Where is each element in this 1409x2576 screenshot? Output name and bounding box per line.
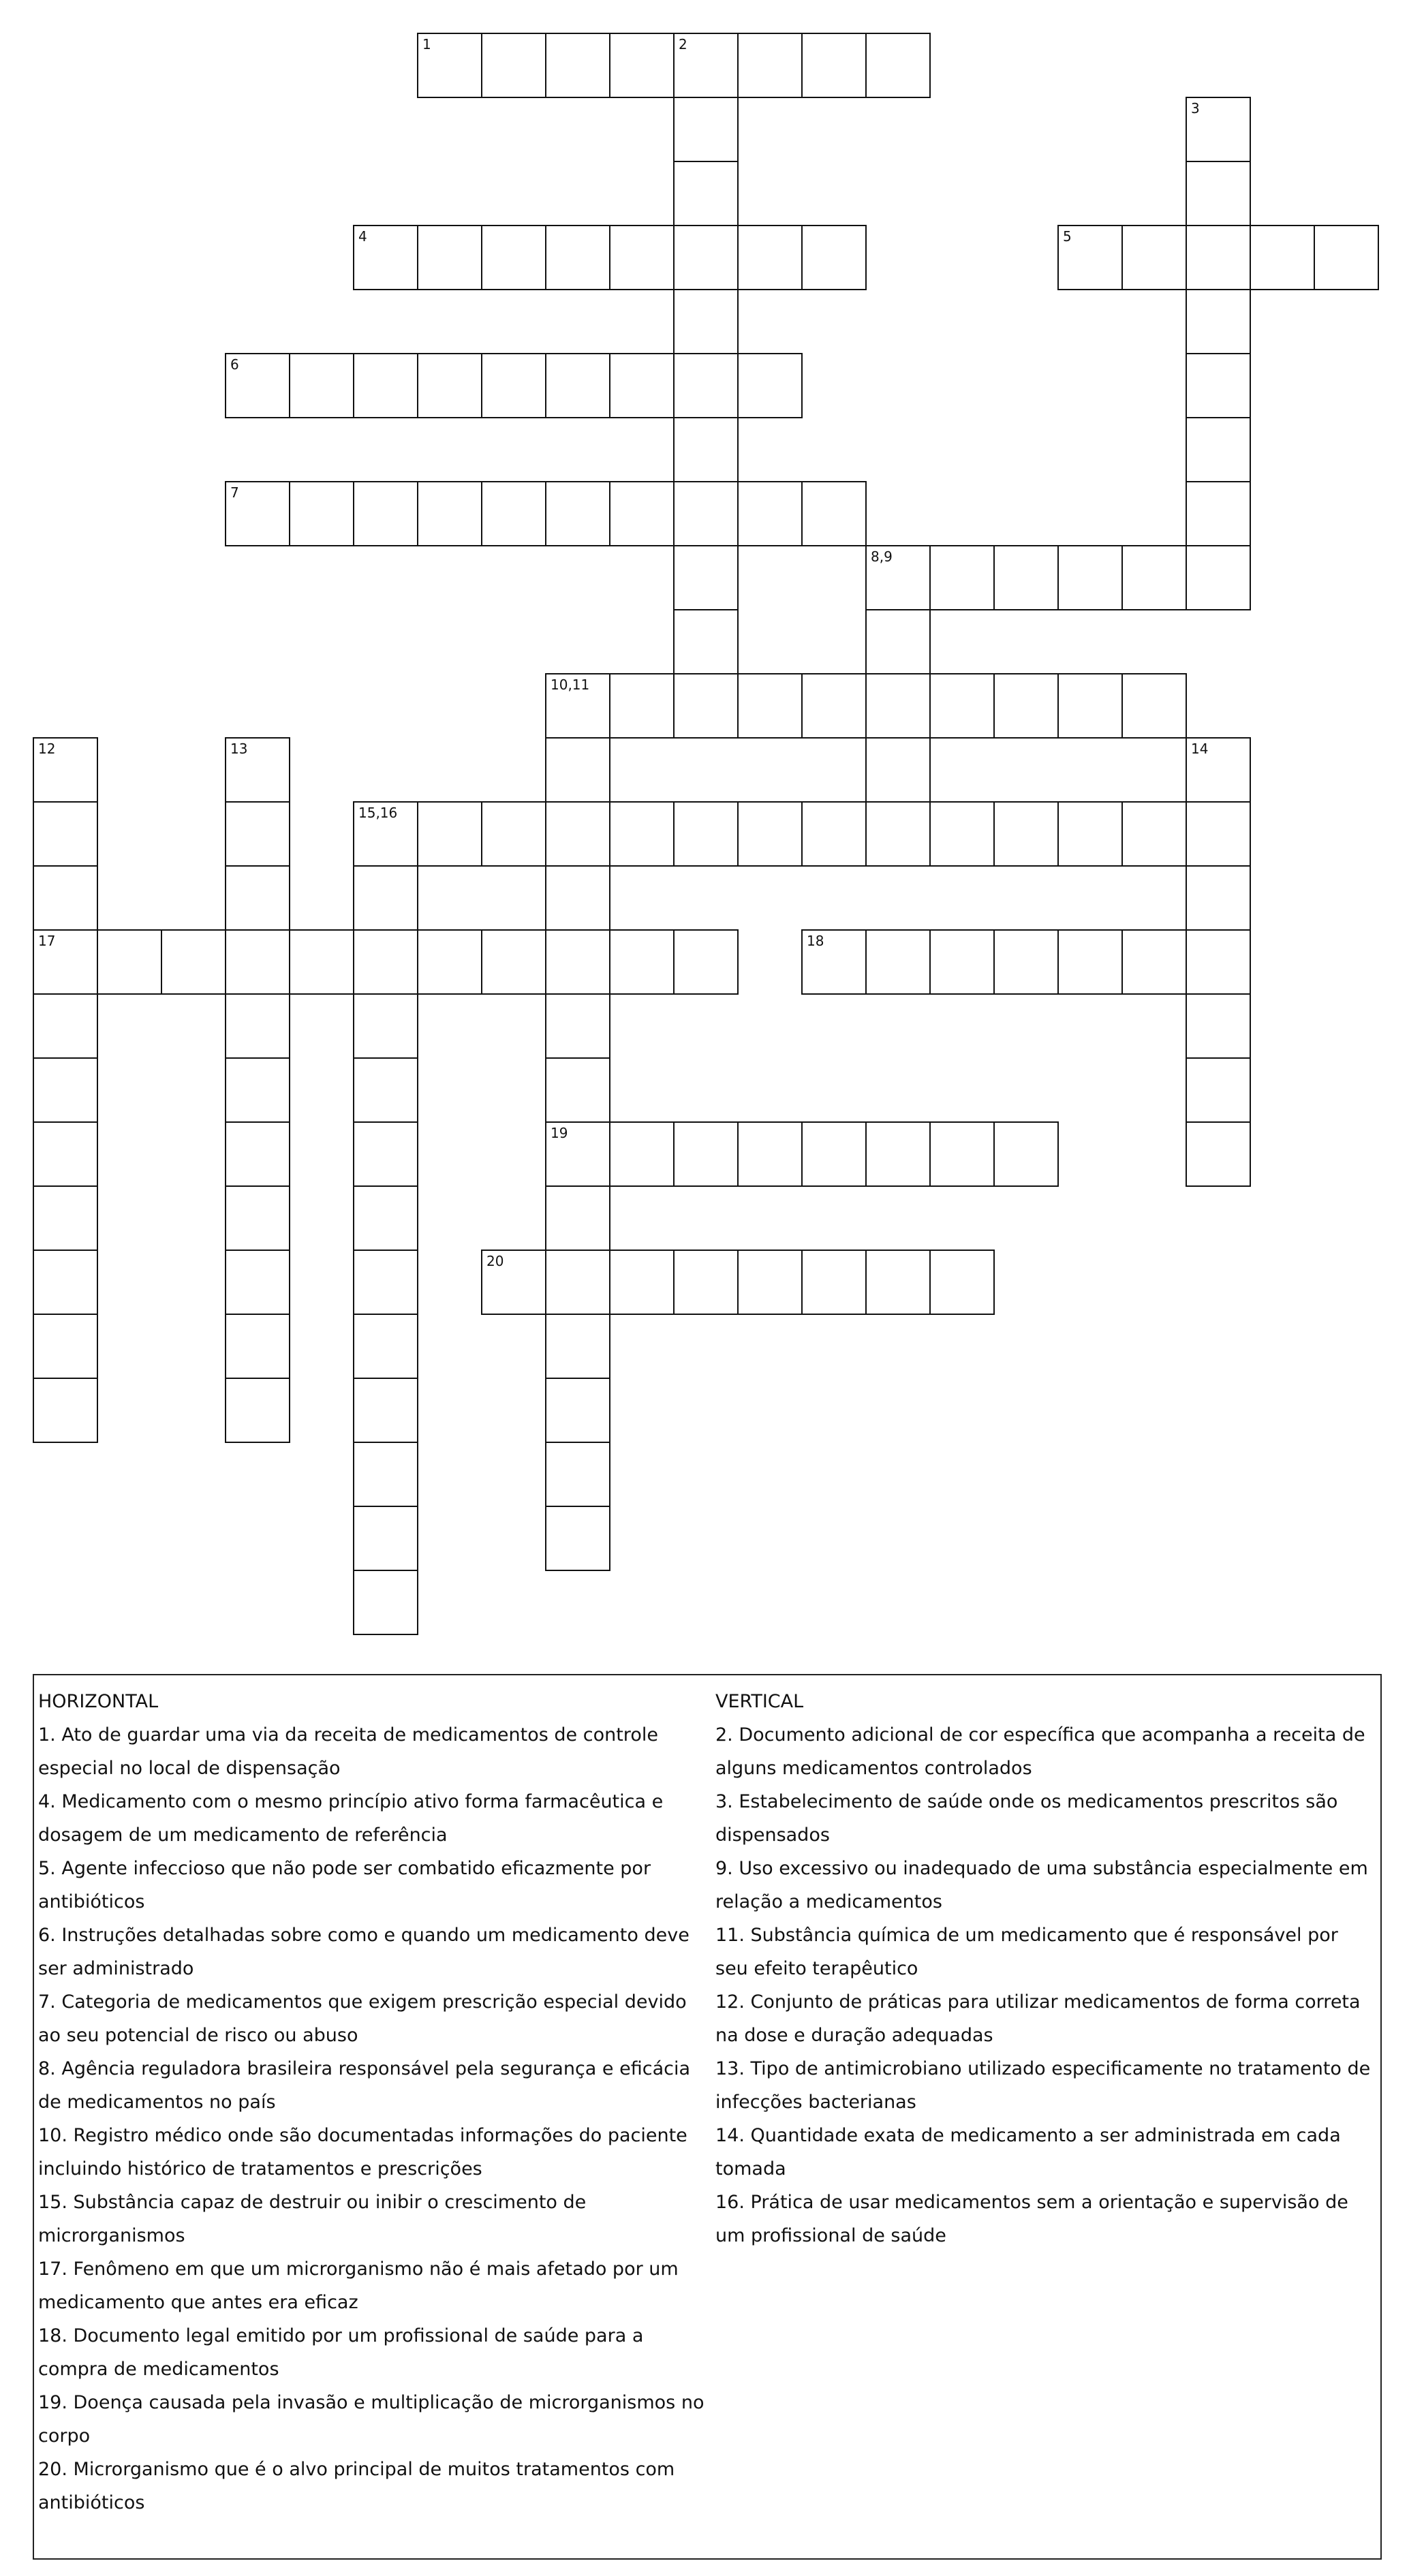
crossword-cell[interactable] [225, 481, 290, 546]
crossword-cell[interactable] [481, 353, 546, 418]
clue-text: 12. Conjunto de práticas para utilizar medicamentos de forma correta na dose e duração adequadas [715, 1991, 1361, 2046]
crossword-cell[interactable] [353, 1314, 418, 1379]
clue-number: 12 [38, 741, 56, 757]
clue-number: 14 [1191, 741, 1209, 757]
clue-text: 18. Documento legal emitido por um profissional de saúde para a compra de medicamentos [38, 2325, 644, 2380]
clue-number: 8,9 [871, 548, 893, 565]
clue-number: 18 [807, 933, 824, 949]
clue-text: 5. Agente infeccioso que não pode ser combatido eficazmente por antibióticos [38, 1858, 651, 1912]
clue-number: 20 [486, 1253, 504, 1269]
crossword-cell[interactable] [33, 1378, 98, 1443]
crossword-cell[interactable] [673, 673, 739, 739]
crossword-cell[interactable] [225, 929, 290, 995]
crossword-cell[interactable] [481, 1250, 546, 1315]
crossword-cell[interactable] [865, 801, 931, 867]
clue-number: 5 [1063, 228, 1072, 245]
crossword-cell[interactable] [609, 33, 675, 98]
crossword-cell[interactable] [673, 161, 739, 226]
crossword-cell[interactable] [609, 225, 675, 290]
crossword-cell[interactable] [289, 929, 354, 995]
crossword-cell[interactable] [609, 929, 675, 995]
crossword-cell[interactable] [545, 33, 610, 98]
crossword-cell[interactable] [993, 801, 1059, 867]
clue-text: 20. Microrganismo que é o alvo principal de muitos tratamentos com antibióticos [38, 2459, 675, 2513]
crossword-cell[interactable] [33, 737, 98, 803]
clue-text: 7. Categoria de medicamentos que exigem prescrição especial devido ao seu potencial de risco ou abuso [38, 1991, 687, 2046]
crossword-cell[interactable] [481, 225, 546, 290]
crossword-cell[interactable] [225, 1250, 290, 1315]
crossword-cell[interactable] [1057, 929, 1123, 995]
crossword-cell[interactable] [1186, 865, 1251, 931]
crossword-cell[interactable] [673, 929, 739, 995]
crossword-cell[interactable] [1186, 353, 1251, 418]
crossword-cell[interactable] [673, 225, 739, 290]
crossword-cell[interactable] [417, 225, 482, 290]
crossword-cell[interactable] [545, 1314, 610, 1379]
crossword-cell[interactable] [225, 865, 290, 931]
clue-number: 13 [230, 741, 248, 757]
crossword-cell[interactable] [737, 1121, 803, 1187]
crossword-cell[interactable] [865, 673, 931, 739]
crossword-cell[interactable] [1186, 929, 1251, 995]
crossword-cell[interactable] [225, 993, 290, 1059]
clue-text: 1. Ato de guardar uma via da receita de medicamentos de controle especial no local de dispensação [38, 1724, 658, 1779]
crossword-cell[interactable] [737, 225, 803, 290]
clue-number: 6 [230, 356, 239, 373]
crossword-cell[interactable] [673, 609, 739, 674]
crossword-cell[interactable] [417, 801, 482, 867]
crossword-cell[interactable] [1186, 737, 1251, 803]
clue-text: 19. Doença causada pela invasão e multiplicação de microrganismos no corpo [38, 2392, 704, 2447]
crossword-cell[interactable] [1186, 161, 1251, 226]
crossword-cell[interactable] [33, 865, 98, 931]
crossword-cell[interactable] [1186, 417, 1251, 482]
crossword-cell[interactable] [417, 481, 482, 546]
crossword-cell[interactable] [545, 993, 610, 1059]
crossword-cell[interactable] [1057, 801, 1123, 867]
crossword-cell[interactable] [225, 1185, 290, 1251]
crossword-cell[interactable] [353, 225, 418, 290]
crossword-cell[interactable] [353, 1442, 418, 1507]
crossword-cell[interactable] [225, 801, 290, 867]
clue-number: 1 [422, 36, 431, 52]
crossword-cell[interactable] [865, 545, 931, 610]
crossword-cell[interactable] [225, 737, 290, 803]
crossword-cell[interactable] [289, 481, 354, 546]
crossword-cell[interactable] [1186, 545, 1251, 610]
crossword-cell[interactable] [97, 929, 162, 995]
crossword-cell[interactable] [353, 1506, 418, 1571]
crossword-cell[interactable] [481, 801, 546, 867]
crossword-cell[interactable] [929, 801, 995, 867]
crossword-cell[interactable] [545, 1506, 610, 1571]
crossword-cell[interactable] [929, 673, 995, 739]
crossword-cell[interactable] [545, 1057, 610, 1123]
vertical-clues [715, 1685, 1376, 2252]
crossword-cell[interactable] [33, 1250, 98, 1315]
crossword-cell[interactable] [1186, 1121, 1251, 1187]
crossword-cell[interactable] [353, 1378, 418, 1443]
crossword-cell[interactable] [353, 865, 418, 931]
crossword-cell[interactable] [225, 1121, 290, 1187]
crossword-cell[interactable] [353, 481, 418, 546]
clue-text: 10. Registro médico onde são documentadas informações do paciente incluindo histórico de tratamentos e prescrições [38, 2125, 687, 2179]
crossword-cell[interactable] [865, 737, 931, 803]
crossword-cell[interactable] [225, 1378, 290, 1443]
crossword-cell[interactable] [353, 1185, 418, 1251]
crossword-cell[interactable] [33, 1185, 98, 1251]
crossword-cell[interactable] [353, 1250, 418, 1315]
crossword-cell[interactable] [1314, 225, 1379, 290]
crossword-cell[interactable] [417, 929, 482, 995]
crossword-cell[interactable] [1057, 673, 1123, 739]
crossword-cell[interactable] [1057, 545, 1123, 610]
clue-text: 2. Documento adicional de cor específica que acompanha a receita de alguns medicamentos controlados [715, 1724, 1365, 1779]
crossword-cell[interactable] [609, 481, 675, 546]
clue-text: 13. Tipo de antimicrobiano utilizado especificamente no tratamento de infecções bacterianas [715, 2058, 1371, 2113]
crossword-cell[interactable] [673, 417, 739, 482]
crossword-cell[interactable] [929, 929, 995, 995]
crossword-cell[interactable] [993, 1121, 1059, 1187]
vertical-heading: VERTICAL [715, 1691, 804, 1712]
crossword-cell[interactable] [1121, 801, 1187, 867]
crossword-cell[interactable] [993, 673, 1059, 739]
crossword-cell[interactable] [417, 33, 482, 98]
crossword-cell[interactable] [865, 1121, 931, 1187]
crossword-cell[interactable] [993, 545, 1059, 610]
crossword-cell[interactable] [609, 801, 675, 867]
clue-number: 10,11 [551, 677, 590, 693]
crossword-cell[interactable] [673, 481, 739, 546]
crossword-cell[interactable] [353, 1057, 418, 1123]
crossword-cell[interactable] [33, 929, 98, 995]
crossword-cell[interactable] [353, 801, 418, 867]
crossword-cell[interactable] [609, 353, 675, 418]
crossword-cell[interactable] [737, 353, 803, 418]
crossword-cell[interactable] [1186, 801, 1251, 867]
crossword-cell[interactable] [33, 801, 98, 867]
crossword-cell[interactable] [353, 1121, 418, 1187]
crossword-cell[interactable] [225, 1314, 290, 1379]
clue-text: 14. Quantidade exata de medicamento a ser administrada em cada tomada [715, 2125, 1341, 2179]
crossword-cell[interactable] [33, 1121, 98, 1187]
crossword-cell[interactable] [673, 1250, 739, 1315]
crossword-cell[interactable] [993, 929, 1059, 995]
crossword-cell[interactable] [545, 673, 610, 739]
crossword-cell[interactable] [33, 1057, 98, 1123]
crossword-cell[interactable] [545, 1250, 610, 1315]
crossword-cell[interactable] [417, 353, 482, 418]
clue-text: 6. Instruções detalhadas sobre como e quando um medicamento deve ser administrado [38, 1925, 690, 1979]
crossword-cell[interactable] [673, 97, 739, 162]
clue-number: 17 [38, 933, 56, 949]
crossword-cell[interactable] [545, 801, 610, 867]
clue-text: 16. Prática de usar medicamentos sem a orientação e supervisão de um profissional de saúde [715, 2192, 1348, 2246]
clue-number: 19 [551, 1125, 568, 1141]
crossword-cell[interactable] [1186, 225, 1251, 290]
crossword-cell[interactable] [737, 33, 803, 98]
horizontal-clues [38, 1685, 706, 2519]
crossword-cell[interactable] [737, 673, 803, 739]
crossword-cell[interactable] [1186, 1057, 1251, 1123]
clue-number: 7 [230, 484, 239, 501]
clue-number: 4 [358, 228, 367, 245]
crossword-cell[interactable] [673, 33, 739, 98]
clue-text: 9. Uso excessivo ou inadequado de uma substância especialmente em relação a medicamentos [715, 1858, 1368, 1912]
crossword-cell[interactable] [481, 929, 546, 995]
crossword-cell[interactable] [1121, 929, 1187, 995]
crossword-cell[interactable] [1121, 673, 1187, 739]
crossword-cell[interactable] [929, 545, 995, 610]
vertical-clue-list [715, 1718, 1376, 2252]
clue-text: 17. Fenômeno em que um microrganismo não é mais afetado por um medicamento que antes era eficaz [38, 2259, 679, 2313]
clue-number: 15,16 [358, 805, 398, 821]
crossword-cell[interactable] [545, 1185, 610, 1251]
crossword-cell[interactable] [737, 1250, 803, 1315]
crossword-cell[interactable] [801, 801, 867, 867]
crossword-cell[interactable] [865, 609, 931, 674]
crossword-cell[interactable] [1186, 481, 1251, 546]
crossword-cell[interactable] [1121, 545, 1187, 610]
crossword-cell[interactable] [289, 353, 354, 418]
crossword-cell[interactable] [33, 1314, 98, 1379]
crossword-cell[interactable] [353, 353, 418, 418]
horizontal-clue-list [38, 1718, 706, 2519]
clue-text: 4. Medicamento com o mesmo princípio ativo forma farmacêutica e dosagem de um medicamento de referência [38, 1791, 664, 1846]
crossword-cell[interactable] [1186, 97, 1251, 162]
crossword-cell[interactable] [545, 481, 610, 546]
crossword-cell[interactable] [737, 481, 803, 546]
crossword-cell[interactable] [801, 481, 867, 546]
clues-panel [33, 1674, 1382, 2560]
crossword-cell[interactable] [801, 225, 867, 290]
crossword-cell[interactable] [545, 1442, 610, 1507]
clue-text: 3. Estabelecimento de saúde onde os medicamentos prescritos são dispensados [715, 1791, 1338, 1846]
crossword-cell[interactable] [481, 481, 546, 546]
crossword-cell[interactable] [33, 993, 98, 1059]
crossword-cell[interactable] [673, 1121, 739, 1187]
crossword-cell[interactable] [353, 1570, 418, 1635]
crossword-cell[interactable] [865, 929, 931, 995]
clue-number: 3 [1191, 100, 1200, 117]
crossword-cell[interactable] [609, 673, 675, 739]
crossword-cell[interactable] [545, 865, 610, 931]
clue-text: 11. Substância química de um medicamento que é responsável por seu efeito terapêutico [715, 1925, 1338, 1979]
crossword-cell[interactable] [673, 289, 739, 354]
clue-number: 2 [679, 36, 687, 52]
horizontal-heading: HORIZONTAL [38, 1691, 159, 1712]
crossword-cell[interactable] [353, 993, 418, 1059]
crossword-cell[interactable] [481, 33, 546, 98]
crossword-cell[interactable] [225, 1057, 290, 1123]
crossword-cell[interactable] [929, 1121, 995, 1187]
clue-text: 8. Agência reguladora brasileira responsável pela segurança e eficácia de medicamentos no país [38, 2058, 691, 2113]
crossword-cell[interactable] [545, 929, 610, 995]
crossword-cell[interactable] [673, 801, 739, 867]
crossword-cell[interactable] [225, 353, 290, 418]
crossword-cell[interactable] [801, 33, 867, 98]
crossword-cell[interactable] [1186, 993, 1251, 1059]
crossword-cell[interactable] [1250, 225, 1315, 290]
crossword-cell[interactable] [865, 33, 931, 98]
crossword-cell[interactable] [545, 353, 610, 418]
crossword-cell[interactable] [865, 1250, 931, 1315]
crossword-cell[interactable] [609, 1121, 675, 1187]
crossword-cell[interactable] [801, 1121, 867, 1187]
crossword-cell[interactable] [673, 545, 739, 610]
crossword-cell[interactable] [161, 929, 226, 995]
crossword-cell[interactable] [545, 1121, 610, 1187]
crossword-cell[interactable] [545, 737, 610, 803]
crossword-cell[interactable] [353, 929, 418, 995]
crossword-cell[interactable] [545, 225, 610, 290]
crossword-cell[interactable] [737, 801, 803, 867]
crossword-cell[interactable] [929, 1250, 995, 1315]
crossword-cell[interactable] [1121, 225, 1187, 290]
crossword-cell[interactable] [545, 1378, 610, 1443]
crossword-cell[interactable] [1057, 225, 1123, 290]
crossword-cell[interactable] [609, 1250, 675, 1315]
crossword-cell[interactable] [801, 929, 867, 995]
crossword-cell[interactable] [673, 353, 739, 418]
crossword-cell[interactable] [801, 1250, 867, 1315]
clue-text: 15. Substância capaz de destruir ou inibir o crescimento de microrganismos [38, 2192, 587, 2246]
crossword-cell[interactable] [1186, 289, 1251, 354]
crossword-cell[interactable] [801, 673, 867, 739]
